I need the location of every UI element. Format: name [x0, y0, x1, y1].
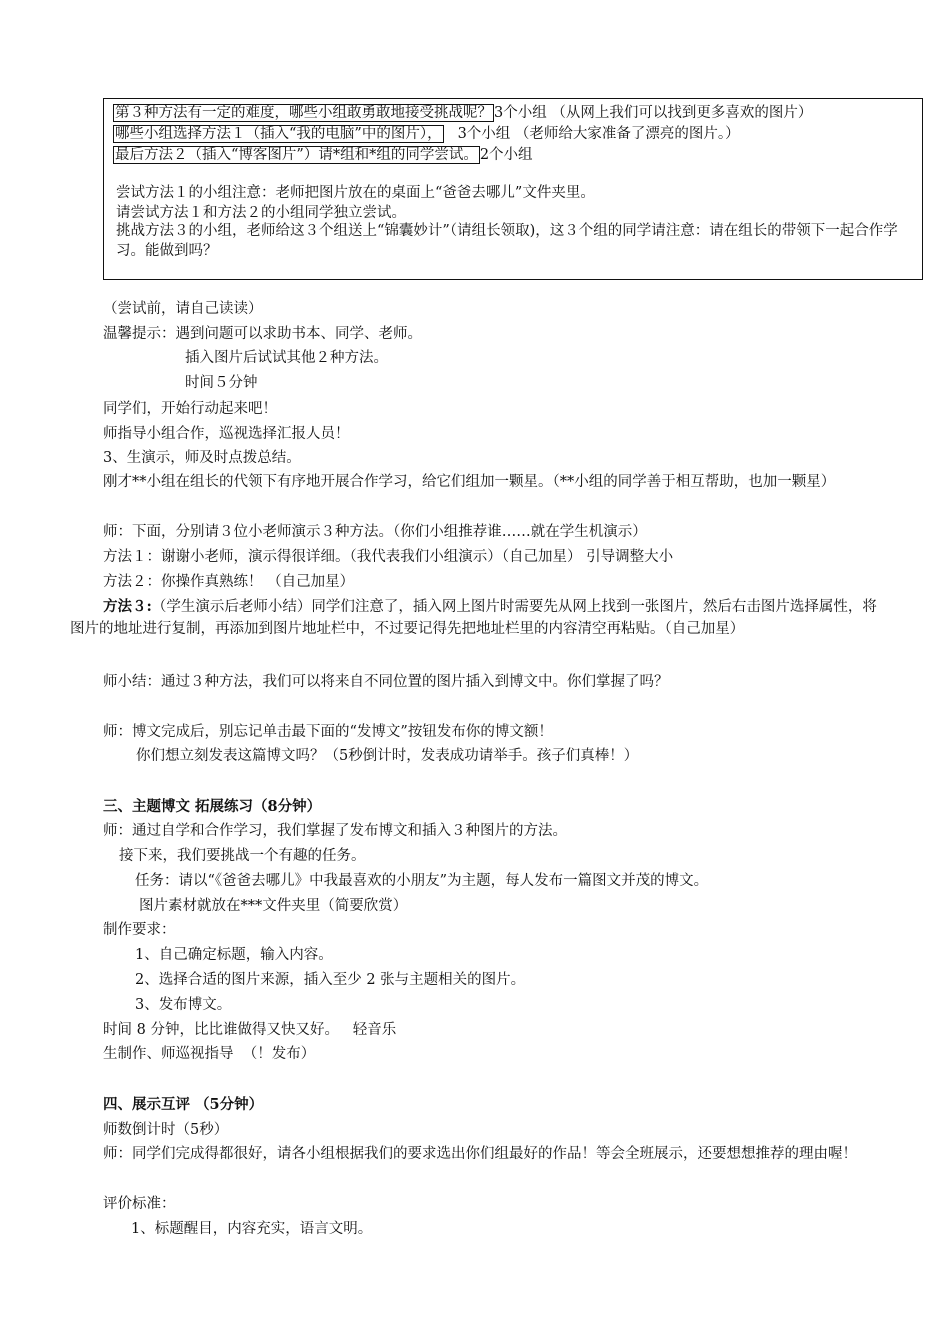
method1-row — [113, 124, 740, 144]
text-line: （尝试前，请自己读读） — [103, 301, 263, 317]
text-line: 任务：请以“《爸爸去哪儿》中我最喜欢的小朋友”为主题，每人发布一篇图文并茂的博文。 — [135, 873, 709, 889]
method3-groups: 3个小组 （从网上我们可以找到更多喜欢的图片） — [494, 105, 813, 121]
text-line: 插入图片后试试其他２种方法。 — [185, 350, 388, 366]
method3-paragraph — [70, 596, 890, 640]
text-line: 3、生演示，师及时点拨总结。 — [103, 450, 301, 466]
text-paragraph: 师：同学们完成得都很好，请各小组根据我们的要求选出你们组最好的作品！等会全班展示，还要想想推荐的理由喔！ — [103, 1146, 857, 1162]
text-line: 评价标准： — [103, 1196, 176, 1212]
box-note-1: 尝试方法１的小组注意：老师把图片放在的桌面上“爸爸去哪儿”文件夹里。 — [116, 185, 595, 201]
text-line: 师小结：通过３种方法，我们可以将来自不同位置的图片插入到博文中。你们掌握了吗？ — [103, 674, 669, 690]
requirement-item: 2、选择合适的图片来源，插入至少 2 张与主题相关的图片。 — [135, 972, 526, 988]
text-line: 生制作、师巡视指导 （！发布） — [103, 1046, 316, 1062]
text-line: 你们想立刻发表这篇博文吗？（5秒倒计时，发表成功请举手。孩子们真棒！） — [136, 748, 639, 764]
method3-prompt: 第３种方法有一定的难度，哪些小组敢勇敢地接受挑战呢？ — [115, 105, 492, 121]
text-line: 师：博文完成后，别忘记单击最下面的“发博文”按钮发布你的博文额！ — [103, 724, 553, 740]
criteria-item: 1、标题醒目，内容充实，语言文明。 — [131, 1221, 373, 1237]
text-line: 温馨提示：遇到问题可以求助书本、同学、老师。 — [103, 326, 422, 342]
requirement-item: 3、发布博文。 — [135, 997, 232, 1013]
text-line: 师：通过自学和合作学习，我们掌握了发布博文和插入３种图片的方法。 — [103, 823, 567, 839]
text-line: 师指导小组合作，巡视选择汇报人员！ — [103, 426, 350, 442]
section-heading-3: 三、主题博文 拓展练习（8分钟） — [103, 798, 322, 815]
requirement-item: 1、自己确定标题，输入内容。 — [135, 947, 333, 963]
text-line: 时间５分钟 — [185, 375, 258, 391]
method2-row — [113, 145, 533, 165]
text-paragraph: 刚才**小组在组长的代领下有序地开展合作学习，给它们组加一颗星。（**小组的同学善于相互帮助，也加一颗星） — [103, 474, 836, 490]
text-line: 同学们，开始行动起来吧！ — [103, 401, 277, 417]
text-line: 方法２：你操作真熟练！ （自己加星） — [103, 574, 355, 590]
section-heading-4: 四、展示互评 （5分钟） — [103, 1096, 264, 1113]
method1-prompt: 哪些小组选择方法１（插入“我的电脑”中的图片）， — [115, 126, 442, 142]
method2-groups: 2个小组 — [479, 147, 533, 163]
method3-row — [113, 103, 812, 123]
text-line: 制作要求： — [103, 922, 176, 938]
method1-groups: 3个小组 （老师给大家准备了漂亮的图片。） — [457, 126, 740, 142]
text-line: 图片素材就放在***文件夹里（简要欣赏） — [139, 898, 408, 914]
text-line: 方法１：谢谢小老师，演示得很详细。（我代表我们小组演示）（自己加星） 引导调整大小 — [103, 549, 674, 565]
text-line: 师：下面，分别请３位小老师演示３种方法。（你们小组推荐谁……就在学生机演示） — [103, 524, 647, 540]
method3-label: 方法３: — [103, 598, 152, 615]
method3-summary: （学生演示后老师小结）同学们注意了，插入网上图片时需要先从网上找到一张图片，然后右击图片选择属性，将图片的地址进行复制，再添加到图片地址栏中，不过要记得先把地址栏里的内容清空再粘贴。（自己加星） — [70, 599, 877, 637]
box-note-3: 挑战方法３的小组，老师给这３个组送上“锦囊妙计”（请组长领取)，这３个组的同学请注意：请在组长的带领下一起合作学习。能做到吗？ — [116, 223, 898, 259]
text-line: 接下来，我们要挑战一个有趣的任务。 — [119, 848, 366, 864]
text-line: 师数倒计时（5秒） — [103, 1122, 229, 1138]
method2-prompt: 最后方法２（插入“博客图片”）请*组和*组的同学尝试。 — [115, 147, 478, 163]
box-note-2: 请尝试方法１和方法２的小组同学独立尝试。 — [116, 205, 406, 221]
text-line: 时间 8 分钟，比比谁做得又快又好。 轻音乐 — [103, 1022, 397, 1038]
